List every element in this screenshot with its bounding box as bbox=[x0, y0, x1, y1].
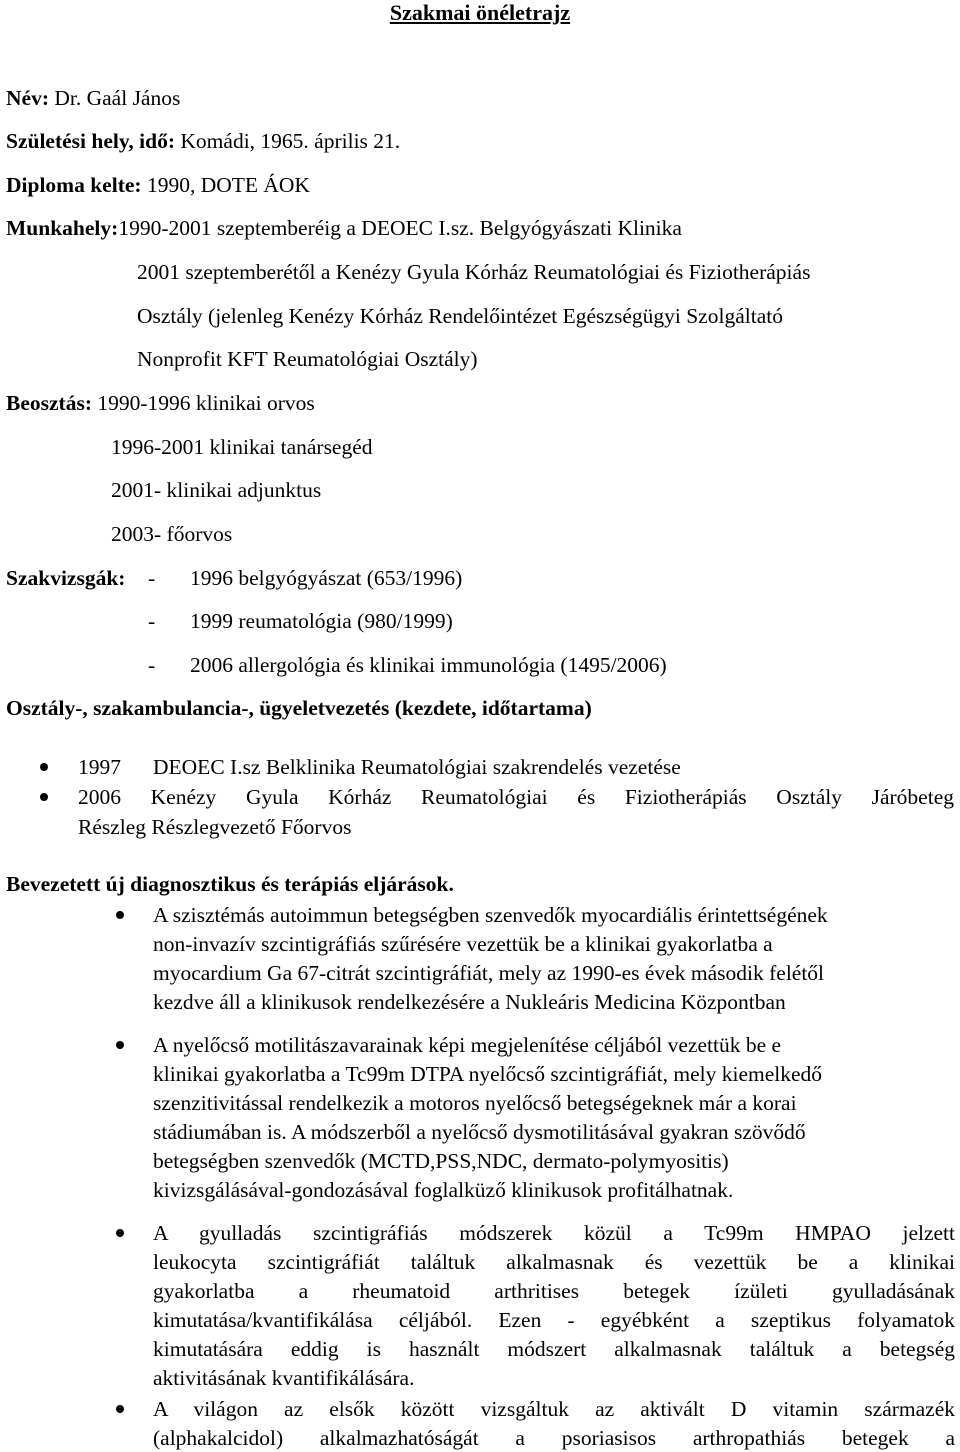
workplace-text: Nonprofit KFT Reumatológiai Osztály) bbox=[137, 347, 478, 371]
method-text: gyakorlatba a rheumatoid arthritises betegek ízületi gyulladásának bbox=[153, 1279, 955, 1303]
method-text: A gyulladás szcintigráfiás módszerek közül a Tc99m HMPAO jelzett bbox=[153, 1221, 955, 1245]
exam-dash: - bbox=[148, 566, 156, 590]
method-text: (alphakalcidol) alkalmazhatóságát a psoriasisos arthropathiás betegek a bbox=[153, 1426, 955, 1450]
management-text: 2006 Kenézy Gyula Kórház Reumatológiai és Fiziotherápiás Osztály Járóbeteg bbox=[78, 785, 954, 809]
method-text: non-invazív szcintigráfiás szűrésére vezettük be a klinikai gyakorlatba a bbox=[153, 932, 773, 956]
method-text: stádiumában is. A módszerből a nyelőcső dysmotilitásával gyakran szövődő bbox=[153, 1120, 806, 1144]
management-heading: Osztály-, szakambulancia-, ügyeletvezetés (kezdete, időtartama) bbox=[6, 696, 592, 720]
positions-label: Beosztás: bbox=[6, 391, 92, 415]
page-title: Szakmai önéletrajz bbox=[389, 0, 571, 25]
workplace-label: Munkahely: bbox=[6, 216, 119, 240]
diploma-label: Diploma kelte: bbox=[6, 173, 142, 197]
name-line bbox=[6, 85, 180, 111]
birth-label: Születési hely, idő: bbox=[6, 129, 176, 153]
bullet-icon bbox=[40, 763, 48, 771]
management-text: Részleg Részlegvezető Főorvos bbox=[78, 815, 352, 839]
method-text: kivizsgálásával-gondozásával foglalküző klinikusok profitálhatnak. bbox=[153, 1178, 734, 1202]
workplace-line bbox=[6, 215, 682, 241]
diploma-value: 1990, DOTE ÁOK bbox=[141, 173, 310, 197]
position-item: 1990-1996 klinikai orvos bbox=[91, 391, 315, 415]
name-label: Név: bbox=[6, 86, 49, 110]
method-text: A nyelőcső motilitászavarainak képi megjelenítése céljából vezettük be e bbox=[153, 1033, 782, 1057]
method-text: szenzitivitással rendelkezik a motoros nyelőcső betegségeknek már a korai bbox=[153, 1091, 797, 1115]
method-text: A világon az elsők között vizsgáltuk az aktivált D vitamin származék bbox=[153, 1397, 955, 1421]
workplace-text: 1990-2001 szeptemberéig a DEOEC I.sz. Belgyógyászati Klinika bbox=[118, 216, 682, 240]
workplace-text: 2001 szeptemberétől a Kenézy Gyula Kórház Reumatológiai és Fiziotherápiás bbox=[137, 260, 811, 284]
management-text: DEOEC I.sz Belklinika Reumatológiai szakrendelés vezetése bbox=[153, 755, 681, 779]
diploma-line bbox=[6, 172, 310, 198]
method-text: A szisztémás autoimmun betegségben szenvedők myocardiális érintettségének bbox=[153, 903, 828, 927]
exam-item: 1999 reumatológia (980/1999) bbox=[190, 609, 453, 633]
exam-dash: - bbox=[148, 653, 156, 677]
birth-line bbox=[6, 128, 400, 154]
method-text: myocardium Ga 67-citrát szcintigráfiát, mely az 1990-es évek második felétől bbox=[153, 961, 825, 985]
method-text: kimutatása/kvantifikálása céljából. Ezen - egyébként a szeptikus folyamatok bbox=[153, 1308, 955, 1332]
position-item: 1996-2001 klinikai tanársegéd bbox=[111, 435, 373, 459]
position-item: 2003- főorvos bbox=[111, 522, 233, 546]
exam-item: 2006 allergológia és klinikai immunológia (1495/2006) bbox=[190, 653, 667, 677]
method-text: leukocyta szcintigráfiát találtuk alkalmasnak és vezettük be a klinikai bbox=[153, 1250, 955, 1274]
exam-dash: - bbox=[148, 609, 156, 633]
method-text: aktivitásának kvantifikálására. bbox=[153, 1366, 415, 1390]
bullet-icon bbox=[40, 793, 48, 801]
bullet-icon bbox=[116, 1041, 124, 1049]
exam-item: 1996 belgyógyászat (653/1996) bbox=[190, 566, 463, 590]
workplace-text: Osztály (jelenleg Kenézy Kórház Rendelőintézet Egészségügyi Szolgáltató bbox=[137, 304, 783, 328]
management-year: 1997 bbox=[78, 755, 121, 779]
positions-line bbox=[6, 390, 315, 416]
bullet-icon bbox=[116, 1229, 124, 1237]
position-item: 2001- klinikai adjunktus bbox=[111, 478, 322, 502]
method-text: kezdve áll a klinikusok rendelkezésére a Nukleáris Medicina Központban bbox=[153, 990, 786, 1014]
methods-heading: Bevezetett új diagnosztikus és terápiás eljárások. bbox=[6, 872, 454, 896]
method-text: kimutatására eddig is használt módszert alkalmasnak találtuk a betegség bbox=[153, 1337, 955, 1361]
method-text: betegségben szenvedők (MCTD,PSS,NDC, dermato-polymyositis) bbox=[153, 1149, 729, 1173]
bullet-icon bbox=[116, 1405, 124, 1413]
name-value: Dr. Gaál János bbox=[48, 86, 181, 110]
birth-value: Komádi, 1965. április 21. bbox=[175, 129, 401, 153]
exams-label: Szakvizsgák: bbox=[6, 566, 126, 590]
bullet-icon bbox=[116, 911, 124, 919]
method-text: klinikai gyakorlatba a Tc99m DTPA nyelőcső szcintigráfiát, mely kiemelkedő bbox=[153, 1062, 823, 1086]
